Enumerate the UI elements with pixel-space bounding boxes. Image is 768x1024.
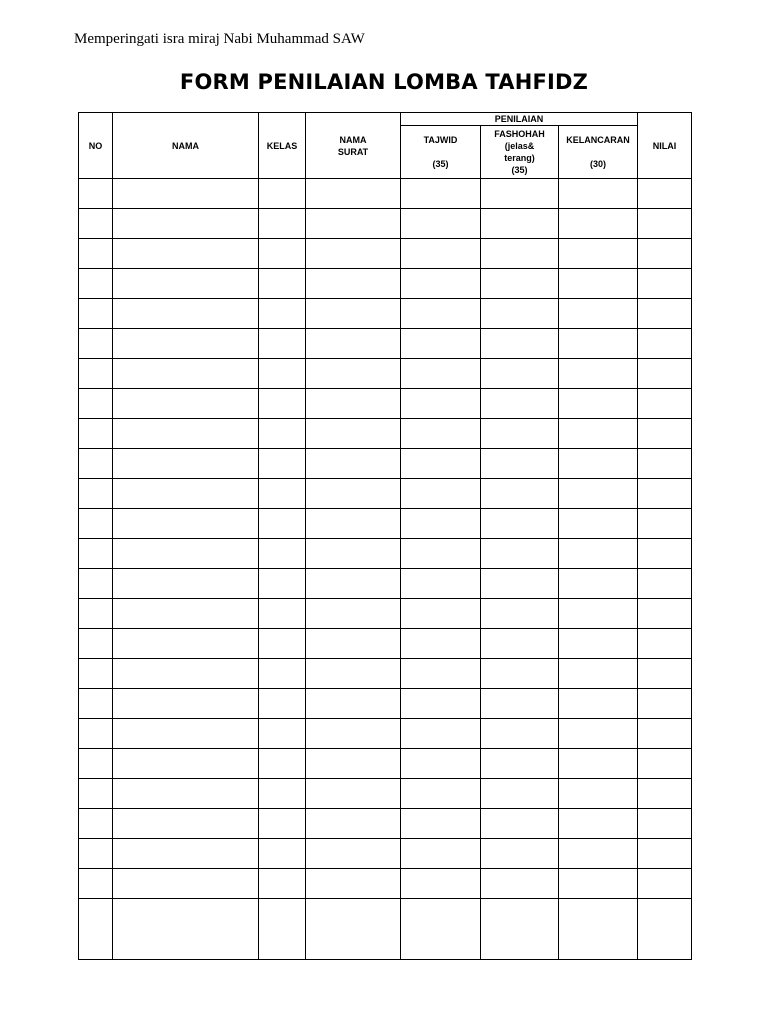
cell-kelancaran[interactable] <box>559 749 638 779</box>
cell-fashohah[interactable] <box>481 599 559 629</box>
cell-kelas[interactable] <box>259 809 306 839</box>
table-row <box>79 359 692 389</box>
cell-no[interactable] <box>79 269 113 299</box>
cell-fashohah[interactable] <box>481 239 559 269</box>
cell-kelancaran[interactable] <box>559 239 638 269</box>
cell-no[interactable] <box>79 719 113 749</box>
cell-tajwid[interactable] <box>401 509 481 539</box>
cell-nilai[interactable] <box>638 359 692 389</box>
col-header-nama: NAMA <box>113 113 259 179</box>
cell-nilai[interactable] <box>638 329 692 359</box>
table-row <box>79 689 692 719</box>
cell-no[interactable] <box>79 479 113 509</box>
table-row <box>79 569 692 599</box>
cell-nama[interactable] <box>113 239 259 269</box>
cell-kelas[interactable] <box>259 629 306 659</box>
cell-nama-surat[interactable] <box>306 449 401 479</box>
cell-nama-surat[interactable] <box>306 689 401 719</box>
cell-kelas[interactable] <box>259 899 306 960</box>
cell-fashohah[interactable] <box>481 749 559 779</box>
cell-no[interactable] <box>79 569 113 599</box>
cell-fashohah[interactable] <box>481 209 559 239</box>
cell-nilai[interactable] <box>638 569 692 599</box>
table-row <box>79 899 692 960</box>
cell-tajwid[interactable] <box>401 449 481 479</box>
header-note: Memperingati isra miraj Nabi Muhammad SAW <box>74 31 365 47</box>
cell-tajwid[interactable] <box>401 539 481 569</box>
nama-surat-line1: NAMA <box>339 134 367 145</box>
cell-nilai[interactable] <box>638 599 692 629</box>
cell-no[interactable] <box>79 749 113 779</box>
table-row <box>79 299 692 329</box>
cell-nama[interactable] <box>113 179 259 209</box>
cell-tajwid[interactable] <box>401 479 481 509</box>
cell-nama[interactable] <box>113 839 259 869</box>
table-row <box>79 269 692 299</box>
table-row <box>79 539 692 569</box>
tajwid-label: TAJWID <box>423 135 458 145</box>
cell-nama-surat[interactable] <box>306 419 401 449</box>
cell-fashohah[interactable] <box>481 449 559 479</box>
table-row <box>79 749 692 779</box>
cell-nilai[interactable] <box>638 179 692 209</box>
col-header-nilai: NILAI <box>638 113 692 179</box>
cell-no[interactable] <box>79 779 113 809</box>
cell-kelancaran[interactable] <box>559 389 638 419</box>
cell-nama-surat[interactable] <box>306 509 401 539</box>
table-row <box>79 329 692 359</box>
cell-tajwid[interactable] <box>401 419 481 449</box>
cell-no[interactable] <box>79 689 113 719</box>
cell-tajwid[interactable] <box>401 179 481 209</box>
cell-kelancaran[interactable] <box>559 899 638 960</box>
cell-fashohah[interactable] <box>481 359 559 389</box>
cell-tajwid[interactable] <box>401 599 481 629</box>
cell-nama[interactable] <box>113 869 259 899</box>
table-row <box>79 449 692 479</box>
cell-nilai[interactable] <box>638 269 692 299</box>
cell-nama[interactable] <box>113 719 259 749</box>
cell-tajwid[interactable] <box>401 869 481 899</box>
cell-nama-surat[interactable] <box>306 329 401 359</box>
cell-nama-surat[interactable] <box>306 359 401 389</box>
cell-nama[interactable] <box>113 779 259 809</box>
cell-nama-surat[interactable] <box>306 659 401 689</box>
cell-fashohah[interactable] <box>481 269 559 299</box>
cell-kelas[interactable] <box>259 569 306 599</box>
cell-nama[interactable] <box>113 569 259 599</box>
cell-nilai[interactable] <box>638 719 692 749</box>
cell-nama[interactable] <box>113 629 259 659</box>
cell-nama[interactable] <box>113 269 259 299</box>
cell-nama[interactable] <box>113 419 259 449</box>
cell-nama[interactable] <box>113 659 259 689</box>
table-row <box>79 629 692 659</box>
cell-fashohah[interactable] <box>481 629 559 659</box>
tajwid-max: (35) <box>432 159 449 169</box>
nama-surat-line2: SURAT <box>337 146 369 157</box>
cell-nama-surat[interactable] <box>306 389 401 419</box>
cell-nama-surat[interactable] <box>306 569 401 599</box>
cell-nilai[interactable] <box>638 659 692 689</box>
cell-kelas[interactable] <box>259 869 306 899</box>
cell-nilai[interactable] <box>638 299 692 329</box>
table-row <box>79 179 692 209</box>
col-header-fashohah <box>481 126 559 179</box>
cell-kelancaran[interactable] <box>559 269 638 299</box>
cell-nilai[interactable] <box>638 209 692 239</box>
cell-fashohah[interactable] <box>481 299 559 329</box>
cell-nama-surat[interactable] <box>306 839 401 869</box>
cell-nilai[interactable] <box>638 509 692 539</box>
cell-nama-surat[interactable] <box>306 749 401 779</box>
cell-no[interactable] <box>79 299 113 329</box>
cell-kelancaran[interactable] <box>559 809 638 839</box>
cell-kelancaran[interactable] <box>559 419 638 449</box>
score-table <box>78 112 692 960</box>
cell-nama-surat[interactable] <box>306 719 401 749</box>
cell-no[interactable] <box>79 239 113 269</box>
cell-kelas[interactable] <box>259 599 306 629</box>
fashohah-note1: (jelas& <box>504 141 535 151</box>
cell-nama[interactable] <box>113 809 259 839</box>
cell-tajwid[interactable] <box>401 299 481 329</box>
kelancaran-label: KELANCARAN <box>566 135 630 145</box>
cell-nama-surat[interactable] <box>306 899 401 960</box>
cell-nilai[interactable] <box>638 539 692 569</box>
cell-nilai[interactable] <box>638 869 692 899</box>
cell-no[interactable] <box>79 449 113 479</box>
cell-nilai[interactable] <box>638 809 692 839</box>
cell-fashohah[interactable] <box>481 329 559 359</box>
cell-nama-surat[interactable] <box>306 209 401 239</box>
col-header-nama-surat <box>306 113 401 179</box>
cell-nama[interactable] <box>113 749 259 779</box>
cell-tajwid[interactable] <box>401 269 481 299</box>
cell-fashohah[interactable] <box>481 899 559 960</box>
fashohah-label: FASHOHAH <box>494 129 545 139</box>
cell-nilai[interactable] <box>638 419 692 449</box>
cell-kelas[interactable] <box>259 539 306 569</box>
form-title: FORM PENILAIAN LOMBA TAHFIDZ <box>179 70 589 94</box>
cell-kelas[interactable] <box>259 419 306 449</box>
cell-kelas[interactable] <box>259 179 306 209</box>
cell-kelancaran[interactable] <box>559 209 638 239</box>
cell-nilai[interactable] <box>638 629 692 659</box>
cell-kelas[interactable] <box>259 689 306 719</box>
cell-no[interactable] <box>79 419 113 449</box>
table-row <box>79 599 692 629</box>
cell-nama-surat[interactable] <box>306 809 401 839</box>
cell-nama-surat[interactable] <box>306 479 401 509</box>
table-row <box>79 479 692 509</box>
cell-no[interactable] <box>79 869 113 899</box>
cell-tajwid[interactable] <box>401 329 481 359</box>
cell-kelancaran[interactable] <box>559 359 638 389</box>
cell-tajwid[interactable] <box>401 389 481 419</box>
score-table-body <box>79 179 692 960</box>
col-header-penilaian: PENILAIAN <box>401 113 638 126</box>
table-row <box>79 509 692 539</box>
cell-no[interactable] <box>79 839 113 869</box>
cell-nama[interactable] <box>113 599 259 629</box>
cell-fashohah[interactable] <box>481 179 559 209</box>
cell-tajwid[interactable] <box>401 839 481 869</box>
cell-nama[interactable] <box>113 359 259 389</box>
cell-nama-surat[interactable] <box>306 869 401 899</box>
cell-kelancaran[interactable] <box>559 449 638 479</box>
cell-nama[interactable] <box>113 299 259 329</box>
cell-nilai[interactable] <box>638 389 692 419</box>
cell-nama-surat[interactable] <box>306 239 401 269</box>
cell-kelas[interactable] <box>259 299 306 329</box>
cell-fashohah[interactable] <box>481 689 559 719</box>
cell-kelancaran[interactable] <box>559 659 638 689</box>
cell-fashohah[interactable] <box>481 839 559 869</box>
table-row <box>79 719 692 749</box>
cell-tajwid[interactable] <box>401 569 481 599</box>
cell-fashohah[interactable] <box>481 479 559 509</box>
cell-nilai[interactable] <box>638 779 692 809</box>
cell-nama[interactable] <box>113 449 259 479</box>
cell-tajwid[interactable] <box>401 719 481 749</box>
cell-nilai[interactable] <box>638 239 692 269</box>
cell-tajwid[interactable] <box>401 209 481 239</box>
cell-kelas[interactable] <box>259 749 306 779</box>
cell-tajwid[interactable] <box>401 749 481 779</box>
cell-kelancaran[interactable] <box>559 539 638 569</box>
cell-kelas[interactable] <box>259 479 306 509</box>
cell-kelas[interactable] <box>259 239 306 269</box>
cell-nilai[interactable] <box>638 899 692 960</box>
fashohah-max: (35) <box>511 165 528 175</box>
cell-nama-surat[interactable] <box>306 599 401 629</box>
cell-no[interactable] <box>79 389 113 419</box>
table-row <box>79 239 692 269</box>
cell-tajwid[interactable] <box>401 809 481 839</box>
cell-no[interactable] <box>79 599 113 629</box>
cell-kelancaran[interactable] <box>559 839 638 869</box>
cell-tajwid[interactable] <box>401 359 481 389</box>
cell-no[interactable] <box>79 359 113 389</box>
cell-fashohah[interactable] <box>481 389 559 419</box>
cell-fashohah[interactable] <box>481 779 559 809</box>
cell-nilai[interactable] <box>638 839 692 869</box>
col-header-no: NO <box>79 113 113 179</box>
cell-kelancaran[interactable] <box>559 629 638 659</box>
cell-nama[interactable] <box>113 539 259 569</box>
cell-tajwid[interactable] <box>401 899 481 960</box>
col-header-tajwid <box>401 126 481 179</box>
cell-kelas[interactable] <box>259 389 306 419</box>
cell-kelancaran[interactable] <box>559 719 638 749</box>
cell-no[interactable] <box>79 179 113 209</box>
cell-nama-surat[interactable] <box>306 539 401 569</box>
cell-nama[interactable] <box>113 689 259 719</box>
col-header-kelas: KELAS <box>259 113 306 179</box>
cell-kelancaran[interactable] <box>559 329 638 359</box>
cell-nama[interactable] <box>113 389 259 419</box>
cell-fashohah[interactable] <box>481 659 559 689</box>
cell-kelas[interactable] <box>259 269 306 299</box>
cell-nama[interactable] <box>113 509 259 539</box>
cell-tajwid[interactable] <box>401 659 481 689</box>
cell-nilai[interactable] <box>638 689 692 719</box>
table-row <box>79 389 692 419</box>
cell-fashohah[interactable] <box>481 869 559 899</box>
cell-nama-surat[interactable] <box>306 779 401 809</box>
cell-tajwid[interactable] <box>401 629 481 659</box>
cell-kelancaran[interactable] <box>559 779 638 809</box>
cell-fashohah[interactable] <box>481 419 559 449</box>
col-header-kelancaran <box>559 126 638 179</box>
cell-nama-surat[interactable] <box>306 179 401 209</box>
cell-nama[interactable] <box>113 479 259 509</box>
cell-tajwid[interactable] <box>401 689 481 719</box>
table-row <box>79 419 692 449</box>
cell-nilai[interactable] <box>638 449 692 479</box>
cell-nama-surat[interactable] <box>306 269 401 299</box>
cell-kelas[interactable] <box>259 659 306 689</box>
cell-fashohah[interactable] <box>481 509 559 539</box>
cell-kelancaran[interactable] <box>559 689 638 719</box>
cell-tajwid[interactable] <box>401 239 481 269</box>
kelancaran-max: (30) <box>590 159 607 169</box>
cell-nama[interactable] <box>113 329 259 359</box>
cell-kelancaran[interactable] <box>559 299 638 329</box>
cell-nama-surat[interactable] <box>306 629 401 659</box>
cell-no[interactable] <box>79 899 113 960</box>
cell-kelancaran[interactable] <box>559 569 638 599</box>
cell-kelas[interactable] <box>259 329 306 359</box>
cell-fashohah[interactable] <box>481 539 559 569</box>
cell-kelas[interactable] <box>259 209 306 239</box>
fashohah-note2: terang) <box>504 153 535 163</box>
cell-no[interactable] <box>79 629 113 659</box>
cell-no[interactable] <box>79 809 113 839</box>
cell-no[interactable] <box>79 659 113 689</box>
cell-nama[interactable] <box>113 899 259 960</box>
table-row <box>79 869 692 899</box>
cell-fashohah[interactable] <box>481 809 559 839</box>
cell-kelas[interactable] <box>259 509 306 539</box>
table-row <box>79 209 692 239</box>
table-row <box>79 809 692 839</box>
table-row <box>79 839 692 869</box>
cell-kelas[interactable] <box>259 449 306 479</box>
cell-kelas[interactable] <box>259 839 306 869</box>
cell-kelas[interactable] <box>259 359 306 389</box>
cell-no[interactable] <box>79 209 113 239</box>
cell-fashohah[interactable] <box>481 719 559 749</box>
cell-kelas[interactable] <box>259 779 306 809</box>
cell-kelancaran[interactable] <box>559 869 638 899</box>
cell-kelancaran[interactable] <box>559 599 638 629</box>
cell-tajwid[interactable] <box>401 779 481 809</box>
cell-nama-surat[interactable] <box>306 299 401 329</box>
table-row <box>79 659 692 689</box>
cell-kelancaran[interactable] <box>559 509 638 539</box>
cell-no[interactable] <box>79 509 113 539</box>
cell-kelas[interactable] <box>259 719 306 749</box>
table-row <box>79 779 692 809</box>
cell-kelancaran[interactable] <box>559 179 638 209</box>
cell-no[interactable] <box>79 329 113 359</box>
cell-nama[interactable] <box>113 209 259 239</box>
cell-nilai[interactable] <box>638 479 692 509</box>
cell-nilai[interactable] <box>638 749 692 779</box>
cell-no[interactable] <box>79 539 113 569</box>
cell-fashohah[interactable] <box>481 569 559 599</box>
cell-kelancaran[interactable] <box>559 479 638 509</box>
